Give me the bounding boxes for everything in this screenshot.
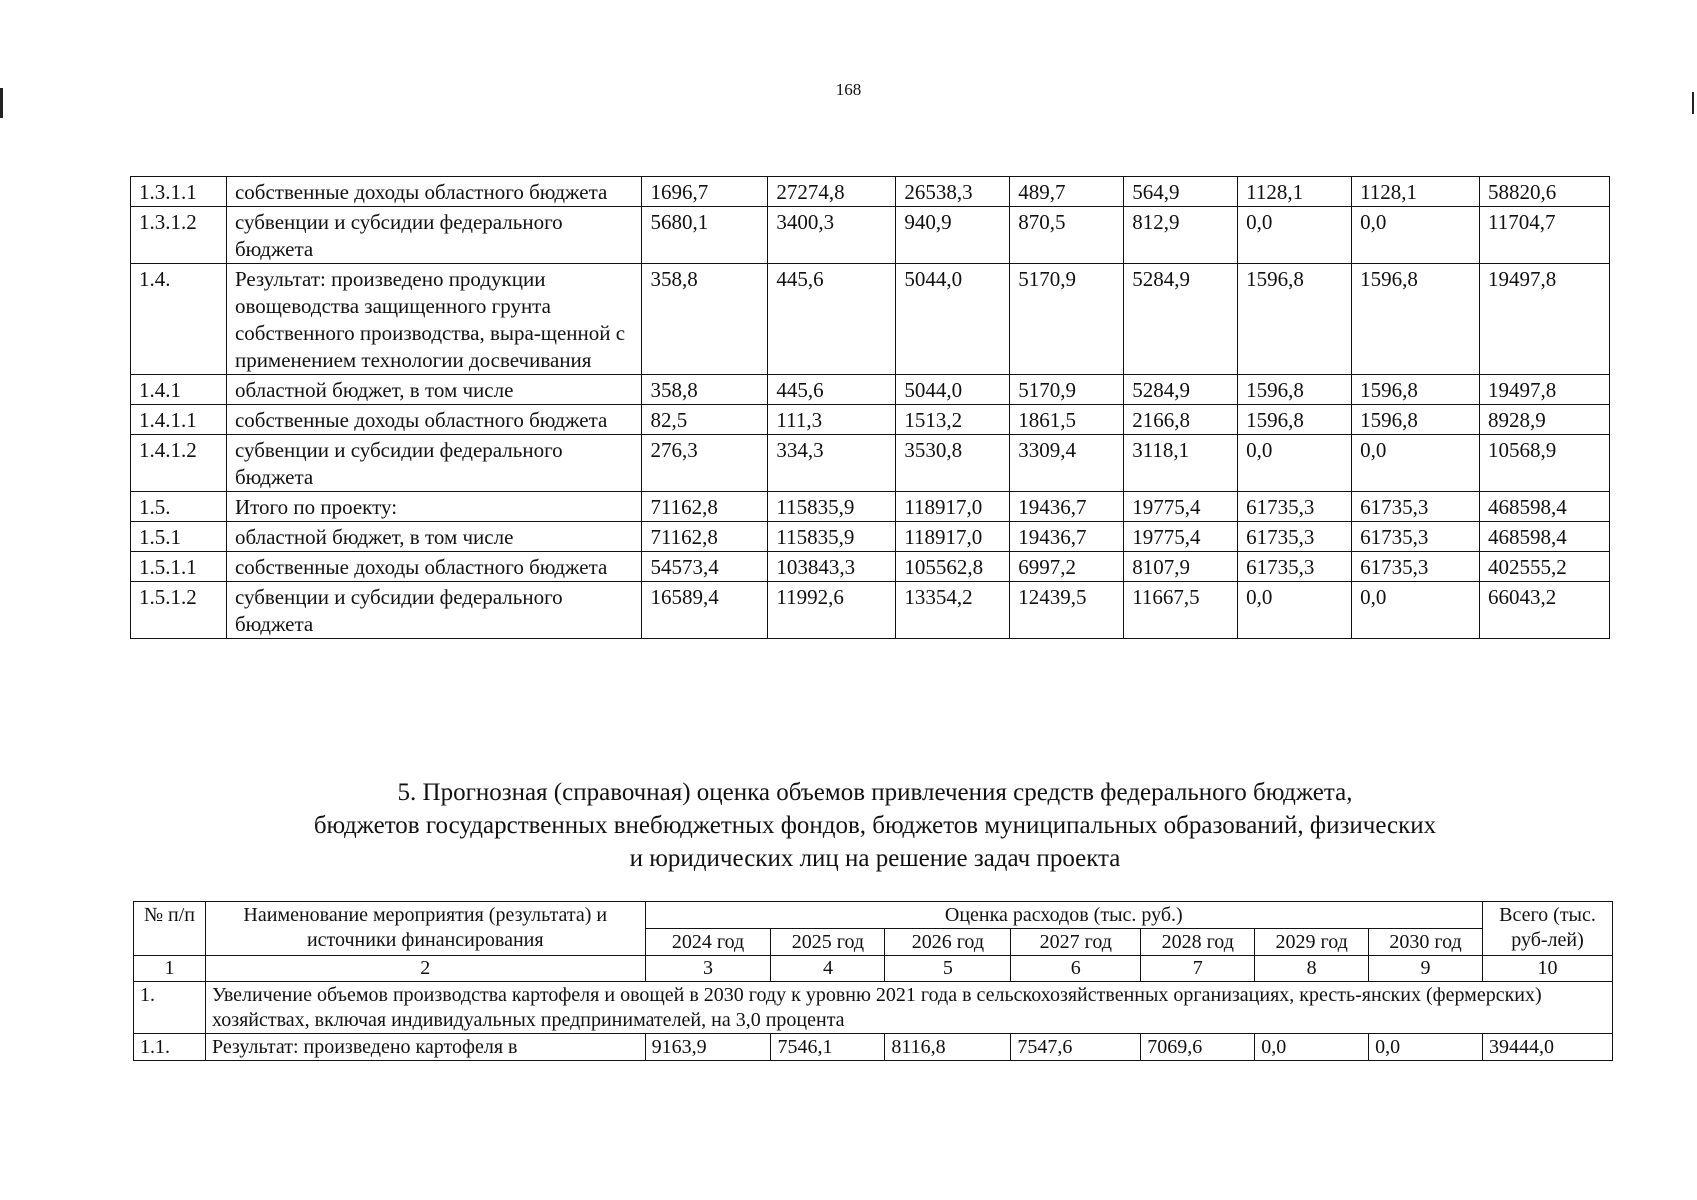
header-total: Всего (тыс. руб-лей) [1483, 902, 1613, 956]
row-value: 1596,8 [1238, 405, 1352, 435]
row-value: 19436,7 [1010, 492, 1124, 522]
row-code: 1.1. [134, 1034, 206, 1061]
row-value: 445,6 [768, 264, 896, 375]
row-value: 1128,1 [1238, 177, 1352, 207]
row-value: 0,0 [1352, 207, 1480, 264]
row-value: 489,7 [1010, 177, 1124, 207]
row-code: 1.5. [131, 492, 227, 522]
section-heading-line-3: и юридических лиц на решение задач проекта [629, 845, 1121, 872]
row-value: 115835,9 [768, 522, 896, 552]
row-value: 61735,3 [1238, 522, 1352, 552]
row-value: 61735,3 [1352, 552, 1480, 582]
row-value: 16589,4 [642, 582, 768, 639]
header-year: 2028 год [1141, 929, 1255, 956]
row-code: 1.3.1.1 [131, 177, 227, 207]
header-year: 2026 год [885, 929, 1011, 956]
row-name: субвенции и субсидии федерального бюджета [226, 582, 642, 639]
row-code: 1.5.1.1 [131, 552, 227, 582]
column-number: 2 [205, 956, 645, 982]
row-code: 1.4.1 [131, 375, 227, 405]
table-row [131, 207, 1610, 264]
row-value: 358,8 [642, 375, 768, 405]
column-number: 8 [1255, 956, 1369, 982]
row-value: 5170,9 [1010, 375, 1124, 405]
section-heading [160, 776, 1590, 875]
row-value: 111,3 [768, 405, 896, 435]
row-value: 10568,9 [1480, 435, 1610, 492]
row-value: 3309,4 [1010, 435, 1124, 492]
table-row [131, 522, 1610, 552]
row-name: собственные доходы областного бюджета [226, 177, 642, 207]
row-code: 1.5.1.2 [131, 582, 227, 639]
row-value: 5170,9 [1010, 264, 1124, 375]
page-number: 168 [835, 80, 862, 99]
row-value: 39444,0 [1483, 1034, 1613, 1061]
header-year: 2025 год [771, 929, 885, 956]
row-value: 66043,2 [1480, 582, 1610, 639]
task-text: Увеличение объемов производства картофеля и овощей в 2030 году к уровню 2021 года в сельскохозяйственных организациях, кресть-янских (фермерских) хозяйствах, включая индивидуальных предпринимателей, на 3,0 процента [205, 982, 1612, 1034]
row-value: 19497,8 [1480, 375, 1610, 405]
column-number: 9 [1369, 956, 1483, 982]
row-value: 61735,3 [1238, 492, 1352, 522]
row-name: Итого по проекту: [226, 492, 642, 522]
header-num: № п/п [134, 902, 206, 956]
row-value: 1596,8 [1352, 375, 1480, 405]
row-value: 8107,9 [1124, 552, 1238, 582]
row-value: 468598,4 [1480, 492, 1610, 522]
row-value: 27274,8 [768, 177, 896, 207]
row-value: 7546,1 [771, 1034, 885, 1061]
forecast-table [133, 901, 1613, 1061]
row-value: 12439,5 [1010, 582, 1124, 639]
row-value: 1596,8 [1238, 375, 1352, 405]
section-heading-line-2: бюджетов государственных внебюджетных фондов, бюджетов муниципальных образований, физических [313, 812, 1437, 839]
header-name: Наименование мероприятия (результата) и источники финансирования [205, 902, 645, 956]
row-value: 8116,8 [885, 1034, 1011, 1061]
row-value: 3530,8 [896, 435, 1010, 492]
header-year: 2029 год [1255, 929, 1369, 956]
row-value: 61735,3 [1352, 492, 1480, 522]
scan-edge-mark-left [0, 88, 3, 118]
row-name: собственные доходы областного бюджета [226, 552, 642, 582]
row-value: 0,0 [1352, 435, 1480, 492]
row-value: 3118,1 [1124, 435, 1238, 492]
row-value: 103843,3 [768, 552, 896, 582]
row-value: 1513,2 [896, 405, 1010, 435]
row-value: 334,3 [768, 435, 896, 492]
row-value: 54573,4 [642, 552, 768, 582]
row-code: 1.4.1.2 [131, 435, 227, 492]
column-number: 1 [134, 956, 206, 982]
row-value: 564,9 [1124, 177, 1238, 207]
table-row [131, 435, 1610, 492]
row-value: 358,8 [642, 264, 768, 375]
row-value: 19497,8 [1480, 264, 1610, 375]
row-name: областной бюджет, в том числе [226, 375, 642, 405]
row-value: 11992,6 [768, 582, 896, 639]
row-value: 1596,8 [1352, 405, 1480, 435]
row-value: 1128,1 [1352, 177, 1480, 207]
row-value: 0,0 [1369, 1034, 1483, 1061]
section-heading-line-1: 5. Прогнозная (справочная) оценка объемов привлечения средств федерального бюджета, [397, 779, 1353, 806]
budget-table-continued [130, 176, 1610, 639]
row-value: 5044,0 [896, 264, 1010, 375]
row-value: 468598,4 [1480, 522, 1610, 552]
row-value: 5680,1 [642, 207, 768, 264]
row-value: 118917,0 [896, 522, 1010, 552]
row-value: 118917,0 [896, 492, 1010, 522]
task-code: 1. [134, 982, 206, 1034]
row-value: 812,9 [1124, 207, 1238, 264]
row-value: 0,0 [1238, 582, 1352, 639]
table-row [131, 492, 1610, 522]
row-value: 2166,8 [1124, 405, 1238, 435]
row-value: 445,6 [768, 375, 896, 405]
task-row [134, 982, 1613, 1034]
row-value: 940,9 [896, 207, 1010, 264]
row-code: 1.4. [131, 264, 227, 375]
row-value: 3400,3 [768, 207, 896, 264]
row-code: 1.4.1.1 [131, 405, 227, 435]
row-name: субвенции и субсидии федерального бюджета [226, 207, 642, 264]
header-row-1 [134, 902, 1613, 929]
row-value: 5044,0 [896, 375, 1010, 405]
row-code: 1.5.1 [131, 522, 227, 552]
table-row [131, 582, 1610, 639]
row-value: 58820,6 [1480, 177, 1610, 207]
row-value: 9163,9 [645, 1034, 771, 1061]
table-row [131, 405, 1610, 435]
header-year: 2027 год [1011, 929, 1141, 956]
row-value: 61735,3 [1238, 552, 1352, 582]
table-row [134, 1034, 1613, 1061]
column-number-row [134, 956, 1613, 982]
row-value: 7547,6 [1011, 1034, 1141, 1061]
header-year: 2030 год [1369, 929, 1483, 956]
row-value: 402555,2 [1480, 552, 1610, 582]
row-value: 19775,4 [1124, 522, 1238, 552]
row-value: 13354,2 [896, 582, 1010, 639]
row-code: 1.3.1.2 [131, 207, 227, 264]
header-estimate: Оценка расходов (тыс. руб.) [645, 902, 1482, 929]
row-value: 11667,5 [1124, 582, 1238, 639]
row-value: 19436,7 [1010, 522, 1124, 552]
row-value: 82,5 [642, 405, 768, 435]
row-value: 1596,8 [1352, 264, 1480, 375]
row-value: 0,0 [1352, 582, 1480, 639]
row-value: 5284,9 [1124, 375, 1238, 405]
header-year: 2024 год [645, 929, 771, 956]
row-value: 71162,8 [642, 522, 768, 552]
row-name: субвенции и субсидии федерального бюджета [226, 435, 642, 492]
column-number: 3 [645, 956, 771, 982]
column-number: 10 [1483, 956, 1613, 982]
row-name: областной бюджет, в том числе [226, 522, 642, 552]
row-value: 61735,3 [1352, 522, 1480, 552]
row-value: 870,5 [1010, 207, 1124, 264]
column-number: 4 [771, 956, 885, 982]
row-value: 7069,6 [1141, 1034, 1255, 1061]
row-value: 6997,2 [1010, 552, 1124, 582]
row-name: собственные доходы областного бюджета [226, 405, 642, 435]
row-value: 276,3 [642, 435, 768, 492]
column-number: 6 [1011, 956, 1141, 982]
row-value: 1696,7 [642, 177, 768, 207]
row-value: 105562,8 [896, 552, 1010, 582]
row-value: 115835,9 [768, 492, 896, 522]
row-value: 26538,3 [896, 177, 1010, 207]
row-name: Результат: произведено продукции овощеводства защищенного грунта собственного производства, выра-щенной с применением технологии досвечивания [226, 264, 642, 375]
row-value: 11704,7 [1480, 207, 1610, 264]
row-value: 0,0 [1255, 1034, 1369, 1061]
table-row [131, 552, 1610, 582]
row-value: 1861,5 [1010, 405, 1124, 435]
row-value: 71162,8 [642, 492, 768, 522]
column-number: 7 [1141, 956, 1255, 982]
table-row [131, 177, 1610, 207]
row-value: 1596,8 [1238, 264, 1352, 375]
row-value: 5284,9 [1124, 264, 1238, 375]
row-value: 8928,9 [1480, 405, 1610, 435]
row-value: 0,0 [1238, 435, 1352, 492]
row-name: Результат: произведено картофеля в [205, 1034, 645, 1061]
column-number: 5 [885, 956, 1011, 982]
row-value: 19775,4 [1124, 492, 1238, 522]
table-row [131, 264, 1610, 375]
row-value: 0,0 [1238, 207, 1352, 264]
scan-edge-mark-right [1692, 92, 1694, 114]
table-row [131, 375, 1610, 405]
